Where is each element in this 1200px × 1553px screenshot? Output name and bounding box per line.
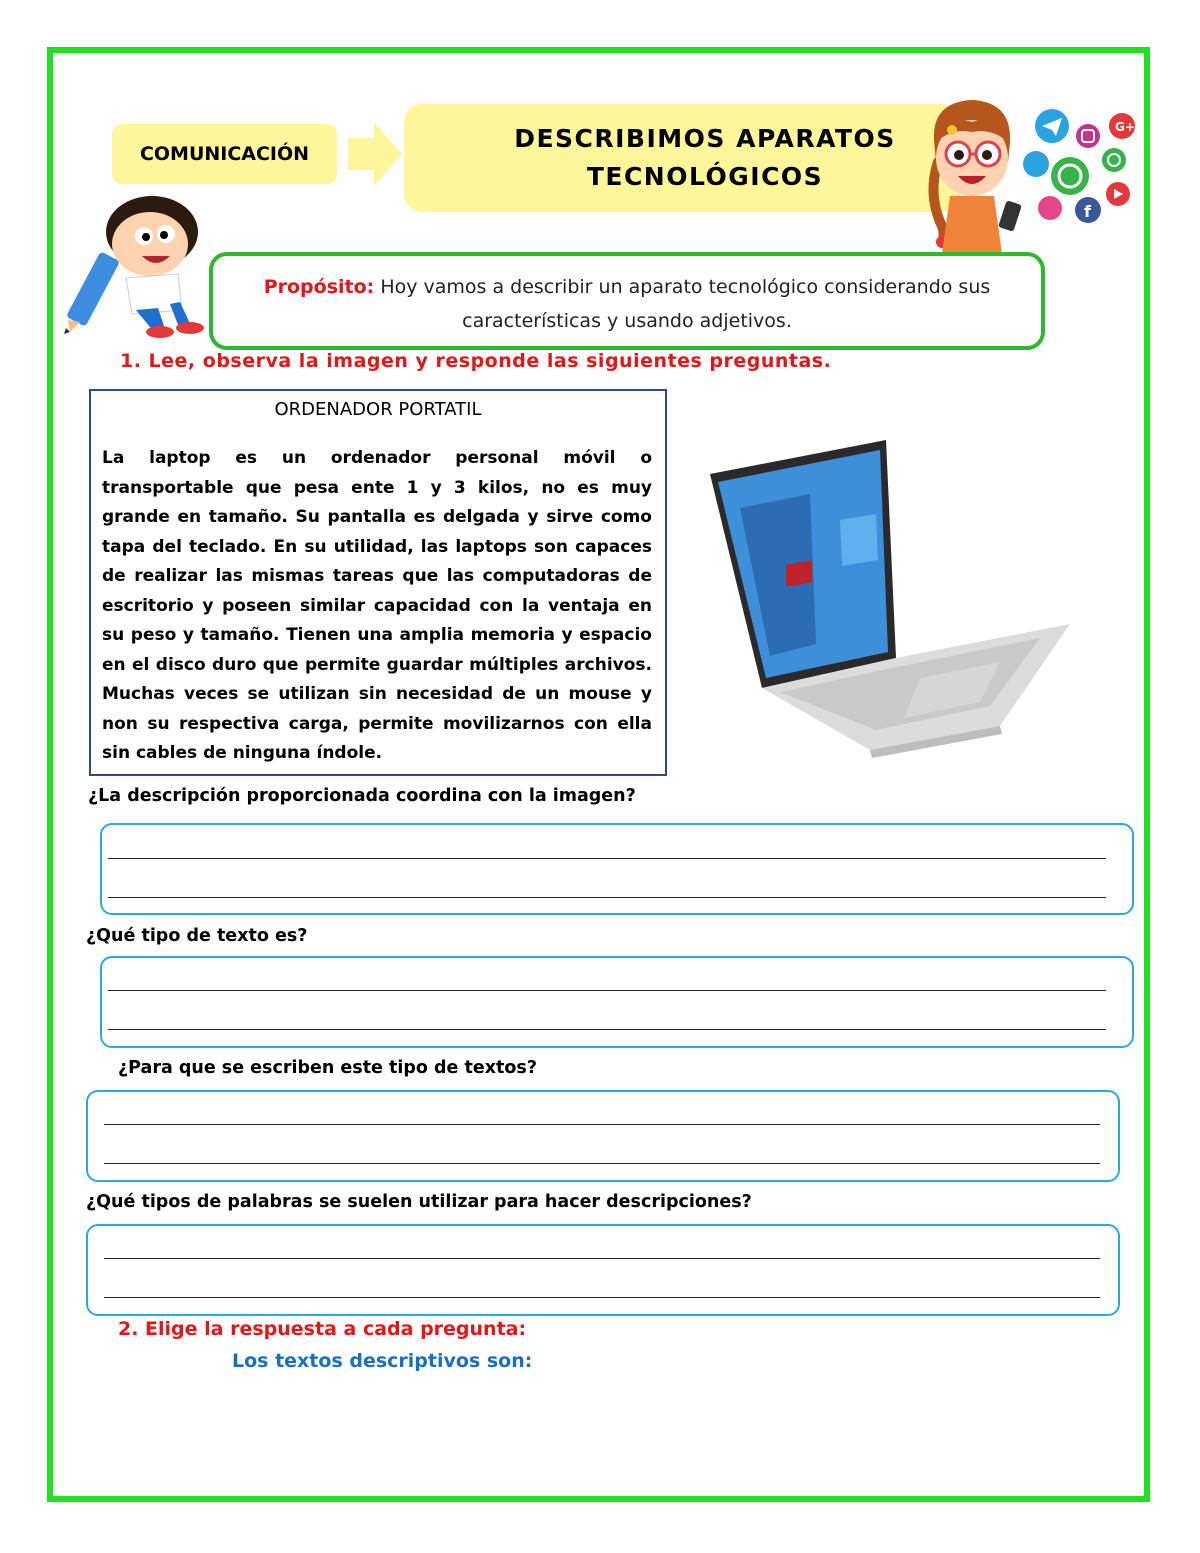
page-title bbox=[500, 120, 910, 196]
section-1-title: 1. Lee, observa la imagen y responde las siguientes preguntas. bbox=[120, 350, 832, 372]
question-3: ¿Para que se escriben este tipo de textos? bbox=[118, 1058, 537, 1078]
subject-label: COMUNICACIÓN bbox=[112, 124, 337, 184]
section-2-subtitle: Los textos descriptivos son: bbox=[232, 1350, 533, 1372]
title-line-1: DESCRIBIMOS APARATOS bbox=[514, 124, 896, 153]
answer-line bbox=[108, 897, 1106, 898]
answer-line bbox=[108, 1029, 1106, 1030]
reading-title: ORDENADOR PORTATIL bbox=[274, 399, 482, 420]
question-2: ¿Qué tipo de texto es? bbox=[86, 926, 308, 946]
question-1: ¿La descripción proporcionada coordina con la imagen? bbox=[88, 786, 636, 806]
answer-box-3[interactable] bbox=[86, 1090, 1120, 1182]
purpose-box bbox=[209, 252, 1045, 350]
purpose-label: Propósito: bbox=[263, 276, 375, 298]
answer-line bbox=[108, 858, 1106, 859]
title-line-2: TECNOLÓGICOS bbox=[586, 162, 824, 191]
purpose-text: Hoy vamos a describir un aparato tecnológico considerando sus características y usando adjetivos. bbox=[380, 276, 991, 332]
boy-with-pencil-illustration bbox=[62, 192, 212, 340]
answer-line bbox=[104, 1297, 1100, 1298]
reading-text: La laptop es un ordenador personal móvil o transportable que pesa ente 1 y 3 kilos, no es muy grande en tamaño. Su pantalla es delgada y sirve como tapa del teclado. En su utilidad, las laptops son capaces de realizar las mismas tareas que las computadoras de escritorio y poseen similar capacidad con la ventaja en su peso y tamaño. Tienen una amplia memoria y espacio en el disco duro que permite guardar múltiples archivos. Muchas veces se utilizan sin necesidad de un mouse y non su respectiva carga, permite movilizarnos con ella sin cables de ninguna índole. bbox=[102, 448, 652, 763]
girl-illustration bbox=[912, 92, 1030, 254]
arrow-right-icon bbox=[348, 122, 402, 186]
answer-box-1[interactable] bbox=[100, 823, 1134, 915]
answer-line bbox=[108, 990, 1106, 991]
section-2-title: 2. Elige la respuesta a cada pregunta: bbox=[118, 1318, 527, 1340]
answer-line bbox=[104, 1124, 1100, 1125]
social-media-icons bbox=[1016, 104, 1140, 226]
answer-box-4[interactable] bbox=[86, 1224, 1120, 1316]
laptop-image bbox=[700, 430, 1076, 760]
svg-text:f: f bbox=[1084, 202, 1091, 221]
svg-text:G+: G+ bbox=[1115, 120, 1135, 134]
answer-box-2[interactable] bbox=[100, 956, 1134, 1048]
answer-line bbox=[104, 1163, 1100, 1164]
question-4: ¿Qué tipos de palabras se suelen utilizar para hacer descripciones? bbox=[86, 1192, 752, 1212]
answer-line bbox=[104, 1258, 1100, 1259]
